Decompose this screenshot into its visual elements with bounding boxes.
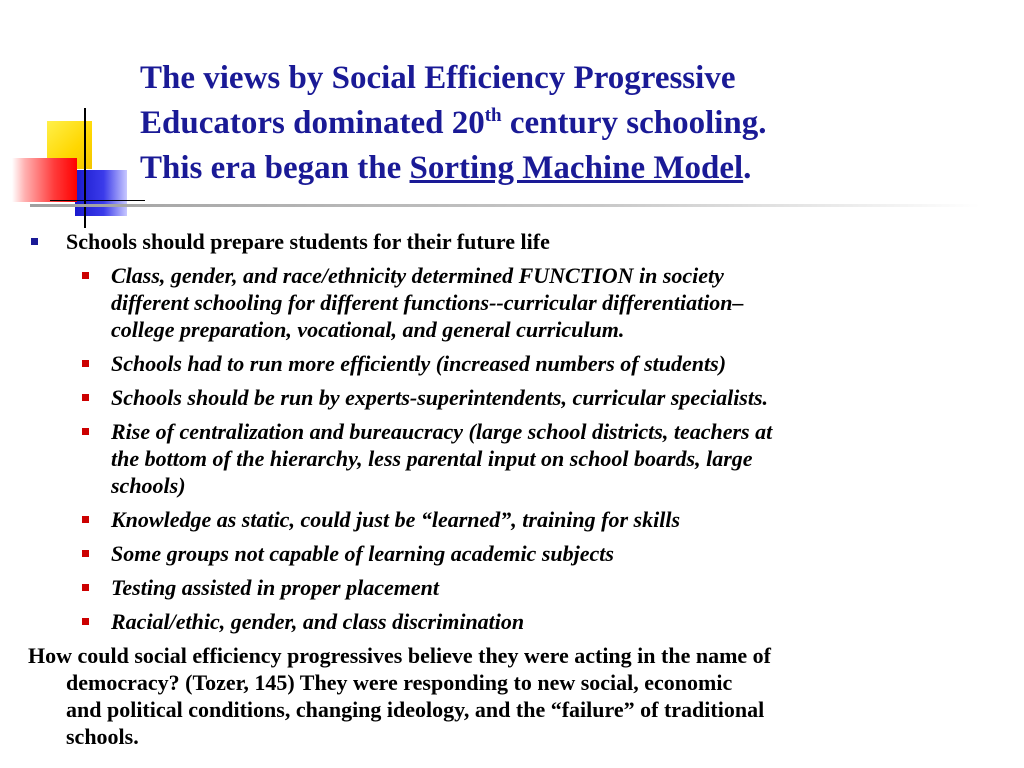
sub-bullet-text: the bottom of the hierarchy, less parental input on school boards, large	[111, 446, 753, 471]
closing-text-line: How could social efficiency progressives believe they were acting in the name of	[28, 643, 771, 668]
sub-bullet-text: Racial/ethic, gender, and class discrimination	[111, 609, 525, 634]
title-line-2	[140, 101, 1000, 146]
sub-bullet-text: Schools had to run more efficiently (increased numbers of students)	[111, 351, 727, 376]
sub-bullet-text: Some groups not capable of learning academic subjects	[111, 541, 614, 566]
title-line-3-text: This era began the	[140, 150, 410, 186]
closing-text-line: and political conditions, changing ideology, and the “failure” of traditional	[66, 697, 765, 722]
square-bullet-icon	[82, 516, 89, 523]
sub-bullet-item	[0, 574, 1024, 601]
sub-bullet-text: college preparation, vocational, and general curriculum.	[111, 317, 625, 342]
logo-vertical-line	[84, 108, 86, 228]
sub-bullet-text: different schooling for different functions--curricular differentiation–	[111, 290, 744, 315]
sub-bullet-item	[0, 418, 1024, 499]
square-bullet-icon	[31, 238, 38, 245]
closing-text-line: democracy? (Tozer, 145) They were responding to new social, economic	[66, 670, 733, 695]
sub-bullet-text: Schools should be run by experts-superintendents, curricular specialists.	[111, 385, 769, 410]
sorting-machine-model-term: Sorting Machine Model	[409, 150, 744, 186]
sub-bullet-text: Class, gender, and race/ethnicity determined FUNCTION in society	[111, 263, 724, 288]
closing-paragraph	[0, 642, 1024, 750]
title-divider	[30, 204, 980, 207]
logo-red-square	[12, 158, 77, 202]
sub-bullet-item	[0, 608, 1024, 635]
sub-bullet-item	[0, 384, 1024, 411]
square-bullet-icon	[82, 394, 89, 401]
sub-bullet-text: Knowledge as static, could just be “learned”, training for skills	[111, 507, 681, 532]
slide-body	[0, 228, 1024, 750]
title-superscript: th	[484, 105, 502, 126]
title-line-1: The views by Social Efficiency Progressive	[140, 60, 736, 96]
logo-blue-square	[75, 170, 127, 216]
sub-bullet-text: Testing assisted in proper placement	[111, 575, 439, 600]
square-bullet-icon	[82, 584, 89, 591]
square-bullet-icon	[82, 428, 89, 435]
slide-title	[140, 56, 1000, 191]
square-bullet-icon	[82, 550, 89, 557]
top-bullet-text: Schools should prepare students for their future life	[66, 229, 550, 254]
top-bullet-item	[0, 228, 1024, 255]
logo-horizontal-line	[50, 200, 145, 201]
title-line-3	[140, 146, 1000, 191]
closing-text-line: schools.	[66, 724, 139, 749]
sub-bullet-item	[0, 262, 1024, 343]
square-bullet-icon	[82, 618, 89, 625]
square-bullet-icon	[82, 360, 89, 367]
sub-bullet-text: Rise of centralization and bureaucracy (large school districts, teachers at	[111, 419, 773, 444]
sub-bullet-item	[0, 506, 1024, 533]
title-line-2-end: century schooling.	[501, 105, 767, 141]
sub-bullet-text: schools)	[111, 473, 186, 498]
sub-bullet-list	[0, 262, 1024, 635]
square-bullet-icon	[82, 272, 89, 279]
title-line-2-text: Educators dominated 20	[140, 105, 485, 141]
sub-bullet-item	[0, 540, 1024, 567]
title-line-3-end: .	[743, 150, 752, 186]
sub-bullet-item	[0, 350, 1024, 377]
